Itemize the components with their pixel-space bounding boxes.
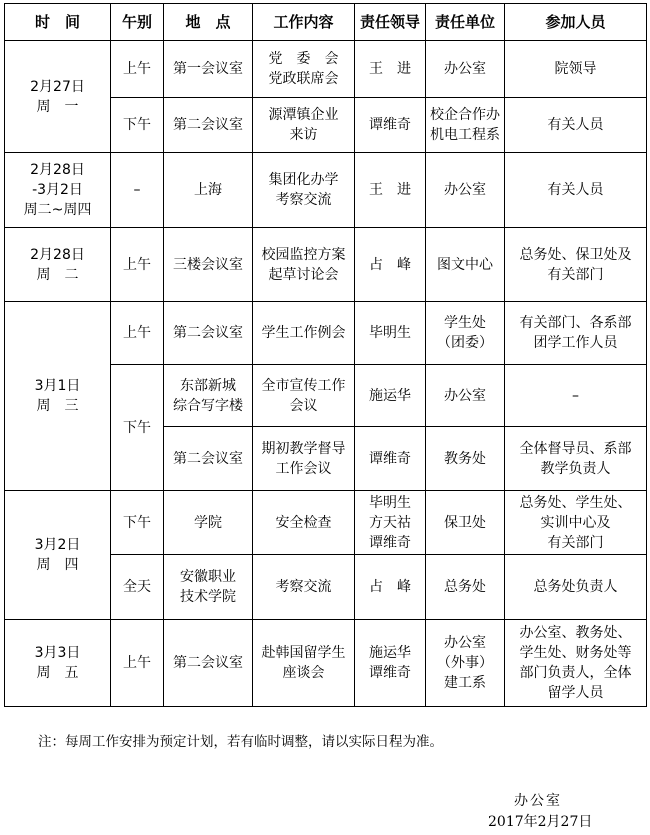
leader-cell: 施运华 谭维奇	[355, 620, 426, 707]
unit-cell: 办公室	[426, 153, 505, 228]
content-cell: 校园监控方案 起草讨论会	[253, 228, 355, 302]
participants-cell: 有关人员	[505, 98, 647, 153]
schedule-table	[4, 3, 647, 707]
content-cell: 期初教学督导 工作会议	[253, 427, 355, 491]
unit-cell: 总务处	[426, 555, 505, 620]
place-cell: 第一会议室	[164, 41, 253, 98]
place-cell: 第二会议室	[164, 98, 253, 153]
unit-cell: 学生处 （团委）	[426, 302, 505, 365]
participants-cell: 总务处、学生处、 实训中心及 有关部门	[505, 491, 647, 555]
leader-cell: 毕明生	[355, 302, 426, 365]
participants-cell: 有关部门、各系部 团学工作人员	[505, 302, 647, 365]
leader-cell: 谭维奇	[355, 427, 426, 491]
date-cell: 2月28日 -3月2日 周二~周四	[5, 153, 111, 228]
date-cell: 3月2日 周 四	[5, 491, 111, 620]
place-cell: 东部新城 综合写字楼	[164, 365, 253, 427]
place-cell: 学院	[164, 491, 253, 555]
unit-cell: 办公室	[426, 365, 505, 427]
unit-cell: 教务处	[426, 427, 505, 491]
header-place: 地 点	[164, 4, 253, 41]
period-cell: –	[111, 153, 164, 228]
content-cell: 全市宣传工作 会议	[253, 365, 355, 427]
period-cell: 下午	[111, 98, 164, 153]
leader-cell: 王 进	[355, 41, 426, 98]
unit-cell: 办公室	[426, 41, 505, 98]
content-cell: 源潭镇企业 来访	[253, 98, 355, 153]
date-cell: 2月28日 周 二	[5, 228, 111, 302]
content-cell: 赴韩国留学生 座谈会	[253, 620, 355, 707]
period-cell: 上午	[111, 302, 164, 365]
participants-cell: 全体督导员、系部 教学负责人	[505, 427, 647, 491]
date-cell: 3月1日 周 三	[5, 302, 111, 491]
content-cell: 党 委 会 党政联席会	[253, 41, 355, 98]
table-row	[5, 620, 647, 707]
leader-cell: 谭维奇	[355, 98, 426, 153]
place-cell: 安徽职业 技术学院	[164, 555, 253, 620]
header-participants: 参加人员	[505, 4, 647, 41]
period-cell: 上午	[111, 41, 164, 98]
content-cell: 集团化办学 考察交流	[253, 153, 355, 228]
participants-cell: 有关人员	[505, 153, 647, 228]
leader-cell: 占 峰	[355, 228, 426, 302]
unit-cell: 保卫处	[426, 491, 505, 555]
table-row	[5, 153, 647, 228]
signature-org: 办公室	[514, 793, 562, 809]
header-time: 时 间	[5, 4, 111, 41]
period-cell: 下午	[111, 491, 164, 555]
participants-cell: –	[505, 365, 647, 427]
period-cell: 上午	[111, 620, 164, 707]
table-row	[5, 41, 647, 98]
unit-cell: 图文中心	[426, 228, 505, 302]
place-cell: 第二会议室	[164, 427, 253, 491]
period-cell: 下午	[111, 365, 164, 491]
date-cell: 2月27日 周 一	[5, 41, 111, 153]
participants-cell: 总务处负责人	[505, 555, 647, 620]
leader-cell: 王 进	[355, 153, 426, 228]
table-row	[5, 228, 647, 302]
period-cell: 上午	[111, 228, 164, 302]
footnote: 注：每周工作安排为预定计划，若有临时调整，请以实际日程为准。	[38, 734, 443, 750]
header-row	[5, 4, 647, 41]
header-period: 午别	[111, 4, 164, 41]
content-cell: 考察交流	[253, 555, 355, 620]
leader-cell: 占 峰	[355, 555, 426, 620]
content-cell: 学生工作例会	[253, 302, 355, 365]
leader-cell: 施运华	[355, 365, 426, 427]
content-cell: 安全检查	[253, 491, 355, 555]
unit-cell: 校企合作办 机电工程系	[426, 98, 505, 153]
period-cell: 全天	[111, 555, 164, 620]
place-cell: 第二会议室	[164, 302, 253, 365]
leader-cell: 毕明生 方天祜 谭维奇	[355, 491, 426, 555]
header-content: 工作内容	[253, 4, 355, 41]
header-leader: 责任领导	[355, 4, 426, 41]
date-cell: 3月3日 周 五	[5, 620, 111, 707]
header-unit: 责任单位	[426, 4, 505, 41]
signature-date: 2017年2月27日	[488, 814, 593, 830]
participants-cell: 总务处、保卫处及 有关部门	[505, 228, 647, 302]
participants-cell: 办公室、教务处、 学生处、财务处等 部门负责人，全体 留学人员	[505, 620, 647, 707]
place-cell: 上海	[164, 153, 253, 228]
place-cell: 三楼会议室	[164, 228, 253, 302]
table-row	[5, 302, 647, 365]
participants-cell: 院领导	[505, 41, 647, 98]
table-row	[5, 491, 647, 555]
place-cell: 第二会议室	[164, 620, 253, 707]
unit-cell: 办公室 （外事） 建工系	[426, 620, 505, 707]
